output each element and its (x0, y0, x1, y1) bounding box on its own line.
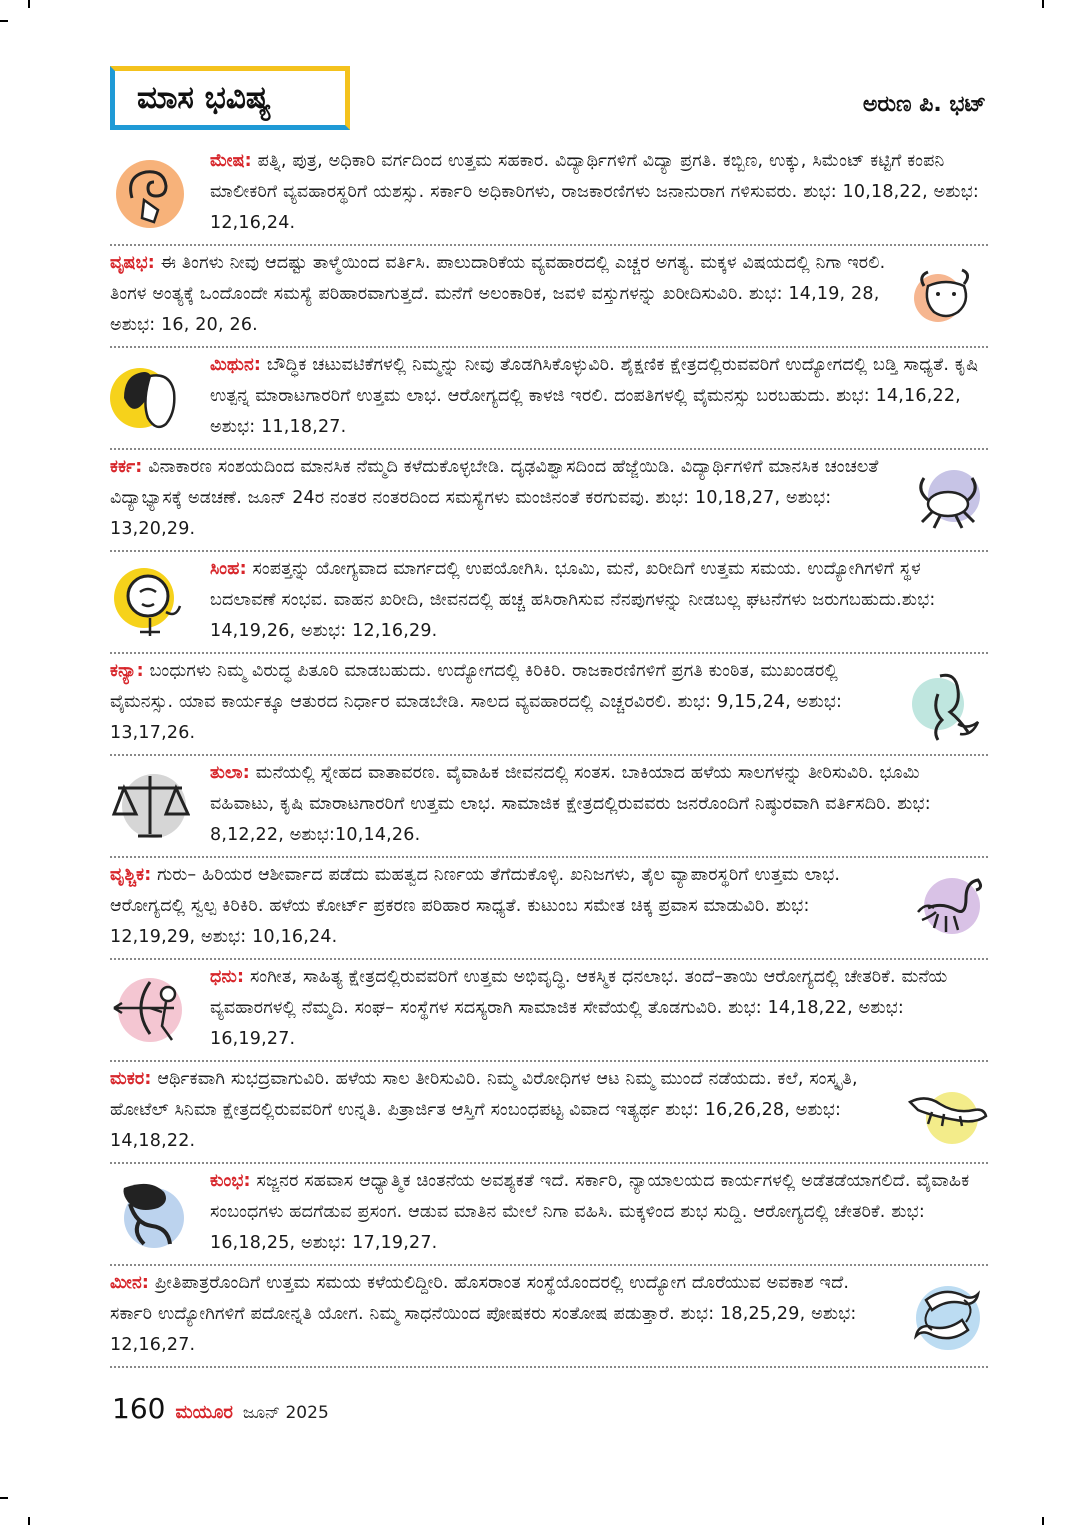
entry-aries-text (210, 146, 988, 239)
entry-aquarius-text (210, 1166, 988, 1259)
taurus-bull-icon (908, 256, 988, 336)
entry-virgo-text (110, 656, 888, 749)
prediction-text: ಬೌದ್ಧಿಕ ಚಟುವಟಿಕೆಗಳಲ್ಲಿ ನಿಮ್ಮನ್ನು ನೀವು ತೊಡಗಿಸಿಕೊಳ್ಳುವಿರಿ. ಶೈಕ್ಷಣಿಕ ಕ್ಷೇತ್ರದಲ್ಲಿರುವವರಿಗೆ ಉದ್ಯೋಗದಲ್ಲಿ ಬಡ್ತಿ ಸಾಧ್ಯತೆ. ಕೃಷಿ ಉತ್ಪನ್ನ ಮಾರಾಟಗಾರರಿಗೆ ಉತ್ತಮ ಲಾಭ. ಆರೋಗ್ಯದಲ್ಲಿ ಕಾಳಜಿ ಇರಲಿ. ದಂಪತಿಗಳಲ್ಲಿ ವೈಮನಸ್ಸು ಬರಬಹುದು. ಶುಭ: 14,16,22, ಅಶುಭ: 11,18,27. (210, 355, 979, 437)
crop-mark-top-left (28, 0, 30, 8)
pisces-fish-icon (908, 1276, 988, 1356)
leo-lion-icon (110, 562, 190, 642)
crop-mark-bottom-right (1042, 1517, 1044, 1525)
entry-scorpio (110, 858, 988, 960)
crop-mark-bottom-left (28, 1517, 30, 1525)
entry-virgo (110, 654, 988, 756)
sign-label: ಮಕರ: (110, 1069, 152, 1089)
entry-pisces (110, 1266, 988, 1368)
entry-leo-text (210, 554, 988, 647)
crop-mark-left-top (0, 20, 8, 22)
entry-cancer (110, 450, 988, 552)
virgo-maiden-icon (908, 664, 988, 744)
sign-label: ಮೇಷ: (210, 151, 252, 171)
entry-aries (110, 144, 988, 246)
sign-label: ಕುಂಭ: (210, 1171, 251, 1191)
prediction-text: ಬಂಧುಗಳು ನಿಮ್ಮ ವಿರುದ್ಧ ಪಿತೂರಿ ಮಾಡಬಹುದು. ಉದ್ಯೋಗದಲ್ಲಿ ಕಿರಿಕಿರಿ. ರಾಜಕಾರಣಿಗಳಿಗೆ ಪ್ರಗತಿ ಕುಂಠಿತ, ಮುಖಂಡರಲ್ಲಿ ವೈಮನಸ್ಸು. ಯಾವ ಕಾರ್ಯಕ್ಕೂ ಆತುರದ ನಿರ್ಧಾರ ಮಾಡಬೇಡಿ. ಸಾಲದ ವ್ಯವಹಾರದಲ್ಲಿ ಎಚ್ಚರವಿರಲಿ. ಶುಭ: 9,15,24, ಅಶುಭ: 13,17,26. (110, 661, 843, 743)
prediction-text: ಪ್ರೀತಿಪಾತ್ರರೊಂದಿಗೆ ಉತ್ತಮ ಸಮಯ ಕಳೆಯಲಿದ್ದೀರಿ. ಹೊಸರಾಂತ ಸಂಸ್ಥೆಯೊಂದರಲ್ಲಿ ಉದ್ಯೋಗ ದೊರೆಯುವ ಅವಕಾಶ ಇದೆ. ಸರ್ಕಾರಿ ಉದ್ಯೋಗಿಗಳಿಗೆ ಪದೋನ್ನತಿ ಯೋಗ. ನಿಮ್ಮ ಸಾಧನೆಯಿಂದ ಪೋಷಕರು ಸಂತೋಷ ಪಡುತ್ತಾರೆ. ಶುಭ: 18,25,29, ಅಶುಭ: 12,16,27. (110, 1273, 857, 1355)
sign-label: ವೃಷಭ: (110, 253, 155, 273)
libra-scales-icon (110, 766, 190, 846)
gemini-twins-icon (110, 358, 190, 438)
horoscope-list (110, 144, 988, 1368)
entry-taurus (110, 246, 988, 348)
sign-label: ಕನ್ಯಾ: (110, 661, 144, 681)
entry-gemini (110, 348, 988, 450)
entry-leo (110, 552, 988, 654)
page-footer (112, 1392, 329, 1425)
page-number: 160 (112, 1392, 166, 1425)
author-name: ಅರುಣ ಪಿ. ಭಟ್ (862, 92, 986, 117)
sign-label: ಮಿಥುನ: (210, 355, 262, 375)
entry-taurus-text (110, 248, 888, 341)
cancer-crab-icon (908, 460, 988, 540)
prediction-text: ಸಂಪತ್ತನ್ನು ಯೋಗ್ಯವಾದ ಮಾರ್ಗದಲ್ಲಿ ಉಪಯೋಗಿಸಿ. ಭೂಮಿ, ಮನೆ, ಖರೀದಿಗೆ ಉತ್ತಮ ಸಮಯ. ಉದ್ಯೋಗಿಗಳಿಗೆ ಸ್ಥಳ ಬದಲಾವಣೆ ಸಂಭವ. ವಾಹನ ಖರೀದಿ, ಜೀವನದಲ್ಲಿ ಹಚ್ಚ ಹಸಿರಾಗಿಸುವ ನೆನಪುಗಳನ್ನು ನೀಡಬಲ್ಲ ಘಟನೆಗಳು ಜರುಗಬಹುದು.ಶುಭ: 14,19,26, ಅಶುಭ: 12,16,29. (210, 559, 936, 641)
prediction-text: ಆರ್ಥಿಕವಾಗಿ ಸುಭದ್ರವಾಗುವಿರಿ. ಹಳೆಯ ಸಾಲ ತೀರಿಸುವಿರಿ. ನಿಮ್ಮ ವಿರೋಧಿಗಳ ಆಟ ನಿಮ್ಮ ಮುಂದೆ ನಡೆಯದು. ಕಲೆ, ಸಂಸ್ಕೃತಿ, ಹೋಟೆಲ್ ಸಿನಿಮಾ ಕ್ಷೇತ್ರದಲ್ಲಿರುವವರಿಗೆ ಉನ್ನತಿ. ಪಿತ್ರಾರ್ಜಿತ ಆಸ್ತಿಗೆ ಸಂಬಂಧಪಟ್ಟ ವಿವಾದ ಇತ್ಯರ್ಥ ಶುಭ: 16,26,28, ಅಶುಭ: 14,18,22. (110, 1069, 858, 1151)
aquarius-pot-icon (110, 1174, 190, 1254)
sign-label: ಮೀನ: (110, 1273, 150, 1293)
scorpio-scorpion-icon (908, 868, 988, 948)
prediction-text: ಮನೆಯಲ್ಲಿ ಸ್ನೇಹದ ವಾತಾವರಣ. ವೈವಾಹಿಕ ಜೀವನದಲ್ಲಿ ಸಂತಸ. ಬಾಕಿಯಾದ ಹಳೆಯ ಸಾಲಗಳನ್ನು ತೀರಿಸುವಿರಿ. ಭೂಮಿ ವಹಿವಾಟು, ಕೃಷಿ ಮಾರಾಟಗಾರರಿಗೆ ಉತ್ತಮ ಲಾಭ. ಸಾಮಾಜಿಕ ಕ್ಷೇತ್ರದಲ್ಲಿರುವವರು ಜನರೊಂದಿಗೆ ನಿಷ್ಠುರವಾಗಿ ವರ್ತಿಸದಿರಿ. ಶುಭ: 8,12,22, ಅಶುಭ:10,14,26. (210, 763, 931, 845)
prediction-text: ಈ ತಿಂಗಳು ನೀವು ಆದಷ್ಟು ತಾಳ್ಮೆಯಿಂದ ವರ್ತಿಸಿ. ಪಾಲುದಾರಿಕೆಯ ವ್ಯವಹಾರದಲ್ಲಿ ಎಚ್ಚರ ಅಗತ್ಯ. ಮಕ್ಕಳ ವಿಷಯದಲ್ಲಿ ನಿಗಾ ಇರಲಿ. ತಿಂಗಳ ಅಂತ್ಯಕ್ಕೆ ಒಂದೊಂದೇ ಸಮಸ್ಯೆ ಪರಿಹಾರವಾಗುತ್ತದೆ. ಮನೆಗೆ ಅಲಂಕಾರಿಕ, ಜವಳಿ ವಸ್ತುಗಳನ್ನು ಖರೀದಿಸುವಿರಿ. ಶುಭ: 14,19, 28, ಅಶುಭ: 16, 20, 26. (110, 253, 886, 335)
entry-libra-text (210, 758, 988, 851)
issue-date: ಜೂನ್ 2025 (242, 1403, 329, 1423)
entry-libra (110, 756, 988, 858)
entry-aquarius (110, 1164, 988, 1266)
sign-label: ಕರ್ಕ: (110, 457, 143, 477)
prediction-text: ಸಜ್ಜನರ ಸಹವಾಸ ಆಧ್ಯಾತ್ಮಿಕ ಚಿಂತನೆಯ ಅವಶ್ಯಕತೆ ಇದೆ. ಸರ್ಕಾರಿ, ನ್ಯಾಯಾಲಯದ ಕಾರ್ಯಗಳಲ್ಲಿ ಅಡೆತಡೆಯಾಗಲಿದೆ. ವೈವಾಹಿಕ ಸಂಬಂಧಗಳು ಹದಗೆಡುವ ಪ್ರಸಂಗ. ಆಡುವ ಮಾತಿನ ಮೇಲೆ ನಿಗಾ ವಹಿಸಿ. ಮಕ್ಕಳಿಂದ ಶುಭ ಸುದ್ದಿ. ಆರೋಗ್ಯದಲ್ಲಿ ಚೇತರಿಕೆ. ಶುಭ: 16,18,25, ಅಶುಭ: 17,19,27. (210, 1171, 970, 1253)
aries-ram-icon (110, 154, 190, 234)
entry-sagittarius-text (210, 962, 988, 1055)
entry-pisces-text (110, 1268, 888, 1361)
sign-label: ಧನು: (210, 967, 245, 987)
prediction-text: ಸಂಗೀತ, ಸಾಹಿತ್ಯ ಕ್ಷೇತ್ರದಲ್ಲಿರುವವರಿಗೆ ಉತ್ತಮ ಅಭಿವೃದ್ಧಿ. ಆಕಸ್ಮಿಕ ಧನಲಾಭ. ತಂದೆ–ತಾಯಿ ಆರೋಗ್ಯದಲ್ಲಿ ಚೇತರಿಕೆ. ಮನೆಯ ವ್ಯವಹಾರಗಳಲ್ಲಿ ನೆಮ್ಮದಿ. ಸಂಘ– ಸಂಸ್ಥೆಗಳ ಸದಸ್ಯರಾಗಿ ಸಾಮಾಜಿಕ ಸೇವೆಯಲ್ಲಿ ತೊಡಗುವಿರಿ. ಶುಭ: 14,18,22, ಅಶುಭ: 16,19,27. (210, 967, 948, 1049)
sign-label: ವೃಶ್ಚಿಕ: (110, 865, 152, 885)
prediction-text: ಪತ್ನಿ, ಪುತ್ರ, ಅಧಿಕಾರಿ ವರ್ಗದಿಂದ ಉತ್ತಮ ಸಹಕಾರ. ವಿದ್ಯಾರ್ಥಿಗಳಿಗೆ ವಿದ್ಯಾ ಪ್ರಗತಿ. ಕಬ್ಬಿಣ, ಉಕ್ಕು, ಸಿಮೆಂಟ್ ಕಟ್ಟಿಗೆ ಕಂಪನಿ ಮಾಲೀಕರಿಗೆ ವ್ಯವಹಾರಸ್ಥರಿಗೆ ಯಶಸ್ಸು. ಸರ್ಕಾರಿ ಅಧಿಕಾರಿಗಳು, ರಾಜಕಾರಣಿಗಳು ಜನಾನುರಾಗ ಗಳಿಸುವರು. ಶುಭ: 10,18,22, ಅಶುಭ: 12,16,24. (210, 151, 979, 233)
capricorn-crocodile-icon (908, 1072, 988, 1152)
magazine-logo: ಮಯೂರ (175, 1402, 233, 1423)
entry-capricorn (110, 1062, 988, 1164)
crop-mark-left-bottom (0, 1497, 8, 1499)
prediction-text: ಗುರು– ಹಿರಿಯರ ಆಶೀರ್ವಾದ ಪಡೆದು ಮಹತ್ವದ ನಿರ್ಣಯ ತೆಗೆದುಕೊಳ್ಳಿ. ಖನಿಜಗಳು, ತೈಲ ವ್ಯಾಪಾರಸ್ಥರಿಗೆ ಉತ್ತಮ ಲಾಭ. ಆರೋಗ್ಯದಲ್ಲಿ ಸ್ವಲ್ಪ ಕಿರಿಕಿರಿ. ಹಳೆಯ ಕೋರ್ಟ್ ಪ್ರಕರಣ ಪರಿಹಾರ ಸಾಧ್ಯತೆ. ಕುಟುಂಬ ಸಮೇತ ಚಿಕ್ಕ ಪ್ರವಾಸ ಮಾಡುವಿರಿ. ಶುಭ: 12,19,29, ಅಶುಭ: 10,16,24. (110, 865, 841, 947)
sign-label: ಸಿಂಹ: (210, 559, 247, 579)
crop-mark-top-right (1042, 0, 1044, 8)
prediction-text: ವಿನಾಕಾರಣ ಸಂಶಯದಿಂದ ಮಾನಸಿಕ ನೆಮ್ಮದಿ ಕಳೆದುಕೊಳ್ಳಬೇಡಿ. ದೃಢವಿಶ್ವಾಸದಿಂದ ಹೆಜ್ಜೆಯಿಡಿ. ವಿದ್ಯಾರ್ಥಿಗಳಿಗೆ ಮಾನಸಿಕ ಚಂಚಲತೆ ವಿದ್ಯಾಭ್ಯಾಸಕ್ಕೆ ಅಡಚಣೆ. ಜೂನ್ 24ರ ನಂತರ ನಂತರದಿಂದ ಸಮಸ್ಯೆಗಳು ಮಂಜಿನಂತೆ ಕರಗುವವು. ಶುಭ: 10,18,27, ಅಶುಭ: 13,20,29. (110, 457, 879, 539)
entry-capricorn-text (110, 1064, 888, 1157)
entry-gemini-text (210, 350, 988, 443)
entry-cancer-text (110, 452, 888, 545)
entry-sagittarius (110, 960, 988, 1062)
page-title: ಮಾಸ ಭವಿಷ್ಯ (110, 66, 350, 130)
sagittarius-archer-icon (110, 970, 190, 1050)
sign-label: ತುಲಾ: (210, 763, 250, 783)
entry-scorpio-text (110, 860, 888, 953)
